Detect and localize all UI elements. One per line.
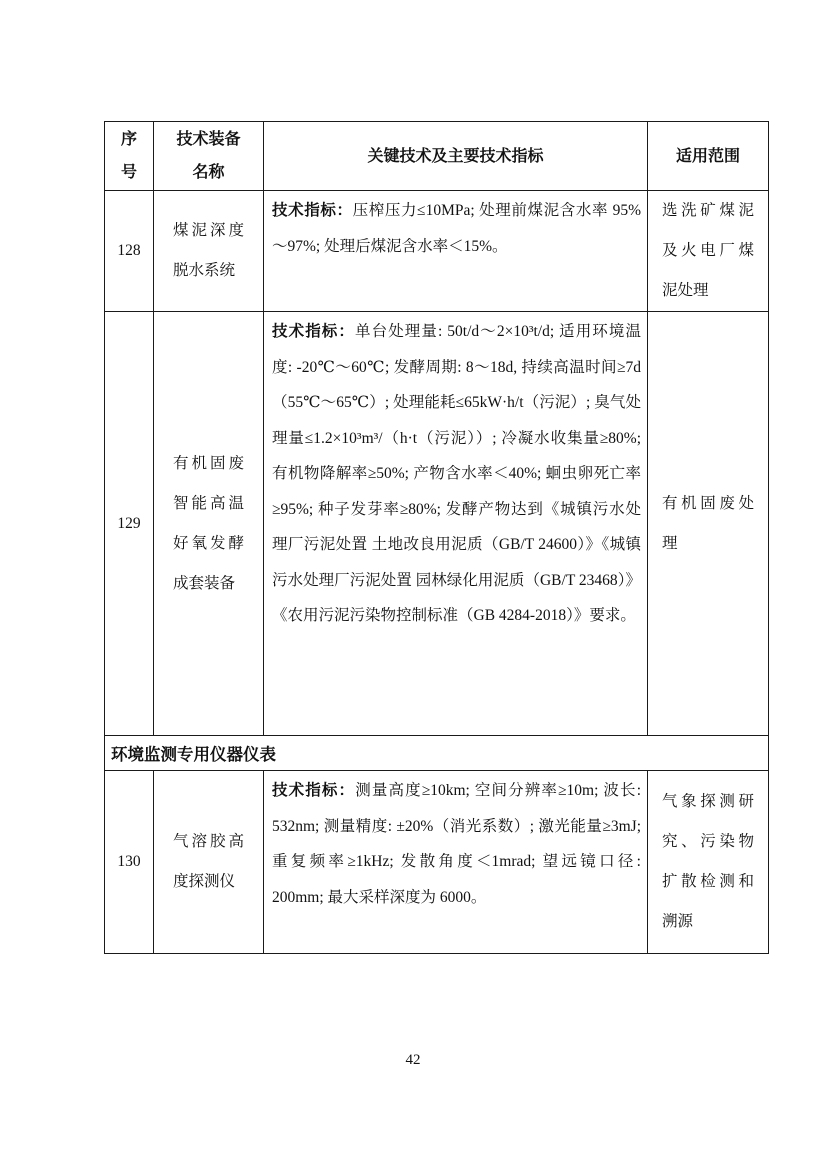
applicable-scope-cell: 有机固废处理 [648, 312, 769, 736]
tech-indicators-text: 单台处理量: 50t/d～2×10³t/d; 适用环境温度: -20℃～60℃; 发酵周期: 8～18d, 持续高温时间≥7d（55℃～65℃）; 处理能耗≤65kW·h/t（污泥）; 臭气处理量≤1.2×10³m³/（h·t（污泥））; 冷凝水收集量≥80%; 有机物降解率≥50%; 产物含水率＜40%; 蛔虫卵死亡率≥95%; 种子发芽率≥80%; 发酵产物达到《城镇污水处理厂污泥处置 土地改良用泥质（GB/T 24600）》《城镇污水处理厂污泥处置 园林绿化用泥质（GB/T 23468）》《农用污泥污染物控制标准（GB 4284-2018）》要求。 [272, 323, 641, 624]
header-serial-number: 序号 [105, 122, 154, 191]
section-header-row [105, 736, 769, 771]
tech-indicators-paragraph [272, 314, 641, 634]
tech-indicators-paragraph [272, 193, 641, 264]
equipment-name-cell: 气溶胶高度探测仪 [154, 771, 264, 954]
tech-indicators-cell [264, 191, 648, 312]
equipment-name-cell: 有机固废智能高温好氧发酵成套装备 [154, 312, 264, 736]
tech-indicators-text: 压榨压力≤10MPa; 处理前煤泥含水率 95%～97%; 处理后煤泥含水率＜15%。 [272, 202, 641, 255]
tech-indicators-label: 技术指标： [272, 202, 353, 219]
tech-indicators-label: 技术指标： [272, 782, 356, 799]
header-equipment-name: 技术装备名称 [154, 122, 264, 191]
serial-number-cell: 129 [105, 312, 154, 736]
tech-indicators-label: 技术指标： [272, 323, 355, 340]
applicable-scope-cell: 气象探测研究、污染物扩散检测和溯源 [648, 771, 769, 954]
serial-number-cell: 130 [105, 771, 154, 954]
serial-number-cell: 128 [105, 191, 154, 312]
header-key-tech-indicators: 关键技术及主要技术指标 [264, 122, 648, 191]
equipment-name-cell: 煤泥深度脱水系统 [154, 191, 264, 312]
table-row-128 [105, 191, 769, 312]
section-header-label: 环境监测专用仪器仪表 [105, 736, 769, 771]
header-applicable-scope: 适用范围 [648, 122, 769, 191]
table-header-row [105, 122, 769, 191]
page-number: 42 [405, 1052, 421, 1068]
tech-indicators-cell [264, 771, 648, 954]
table-row-130 [105, 771, 769, 954]
table-row-129 [105, 312, 769, 736]
tech-indicators-text: 测量高度≥10km; 空间分辨率≥10m; 波长: 532nm; 测量精度: ±20%（消光系数）; 激光能量≥3mJ; 重复频率≥1kHz; 发散角度＜1mrad; 望远镜口径: 200mm; 最大采样深度为 6000。 [272, 782, 641, 906]
tech-indicators-paragraph [272, 773, 641, 915]
applicable-scope-cell: 选洗矿煤泥及火电厂煤泥处理 [648, 191, 769, 312]
equipment-table [104, 121, 769, 954]
tech-indicators-cell [264, 312, 648, 736]
